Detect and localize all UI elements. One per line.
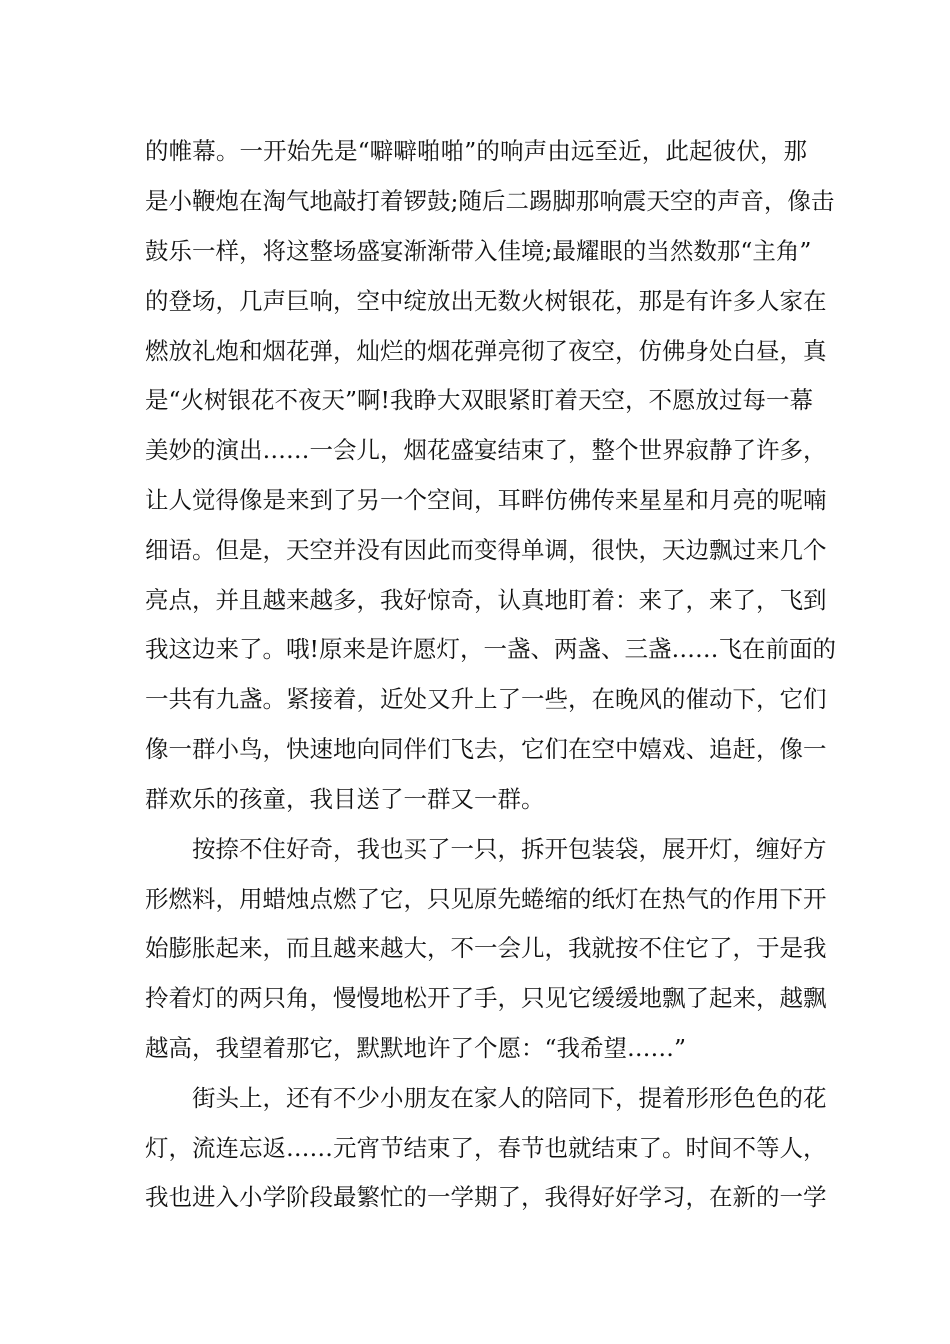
text-line: 的登场，几声巨响，空中绽放出无数火树银花，那是有许多人家在 [145,287,827,315]
text-line: 拎着灯的两只角，慢慢地松开了手，只见它缓缓地飘了起来，越飘 [145,984,827,1012]
text-line: 群欢乐的孩童，我目送了一群又一群。 [145,785,545,813]
text-line: 的帷幕。一开始先是“噼噼啪啪”的响声由远至近，此起彼伏，那 [145,137,807,165]
text-line: 我这边来了。哦!原来是许愿灯，一盏、两盏、三盏……飞在前面的 [145,635,836,663]
text-line: 亮点，并且越来越多，我好惊奇，认真地盯着：来了，来了，飞到 [145,586,827,614]
text-line: 鼓乐一样，将这整场盛宴渐渐带入佳境;最耀眼的当然数那“主角” [145,237,812,265]
text-line: 是“火树银花不夜天”啊!我睁大双眼紧盯着天空，不愿放过每一幕 [145,386,813,414]
text-line: 像一群小鸟，快速地向同伴们飞去，它们在空中嬉戏、追赶，像一 [145,735,827,763]
paragraph-first-line: 按捺不住好奇，我也买了一只，拆开包装袋，展开灯，缠好方 [192,835,827,863]
text-line: 细语。但是，天空并没有因此而变得单调，很快，天边飘过来几个 [145,536,827,564]
text-line: 始膨胀起来，而且越来越大，不一会儿，我就按不住它了，于是我 [145,934,827,962]
text-line: 是小鞭炮在淘气地敲打着锣鼓;随后二踢脚那响震天空的声音，像击 [145,187,835,215]
text-line: 美妙的演出……一会儿，烟花盛宴结束了，整个世界寂静了许多， [145,436,827,464]
text-line: 让人觉得像是来到了另一个空间，耳畔仿佛传来星星和月亮的呢喃 [145,486,827,514]
text-line: 越高，我望着那它，默默地许了个愿：“我希望……” [145,1034,687,1062]
text-line: 灯，流连忘返……元宵节结束了，春节也就结束了。时间不等人， [145,1134,827,1162]
text-line: 我也进入小学阶段最繁忙的一学期了，我得好好学习，在新的一学 [145,1183,827,1211]
text-line: 燃放礼炮和烟花弹，灿烂的烟花弹亮彻了夜空，仿佛身处白昼，真 [145,337,827,365]
paragraph-first-line: 街头上，还有不少小朋友在家人的陪同下，提着形形色色的花 [192,1084,827,1112]
text-line: 形燃料，用蜡烛点燃了它，只见原先蜷缩的纸灯在热气的作用下开 [145,885,827,913]
text-line: 一共有九盏。紧接着，近处又升上了一些，在晚风的催动下，它们 [145,685,827,713]
